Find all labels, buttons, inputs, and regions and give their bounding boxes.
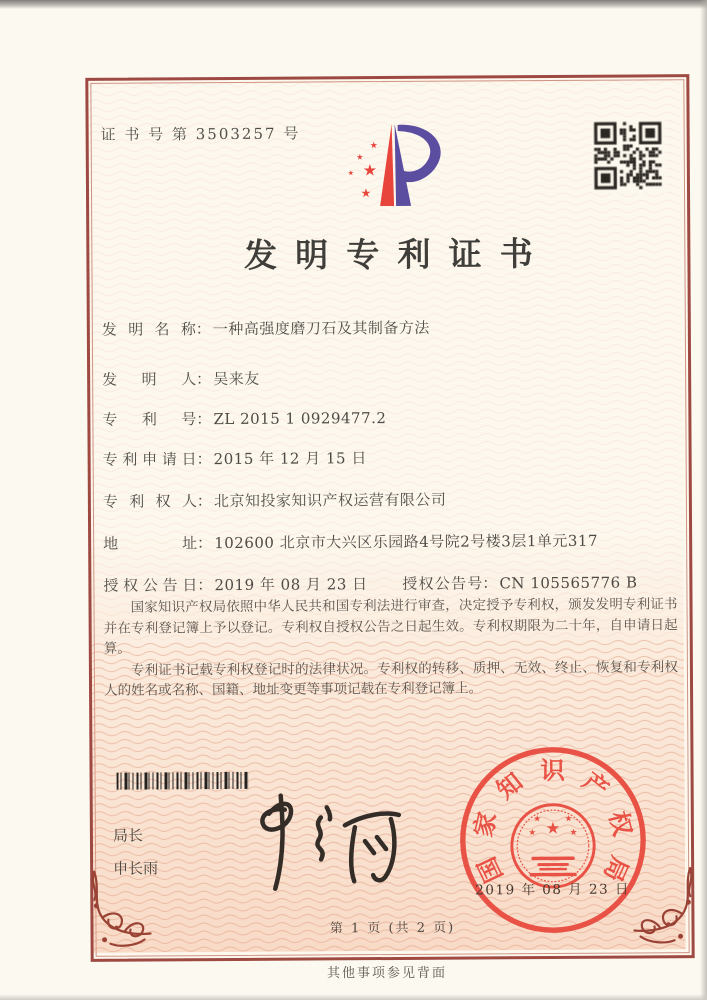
svg-text:家: 家 — [468, 809, 503, 840]
field-value: 102600 北京市大兴区乐园路4号院2号楼3层1单元317 — [214, 531, 599, 553]
certificate-number: 证 书 号 第 3503257 号 — [100, 124, 301, 144]
field-value: 2015 年 12 月 15 日 — [213, 449, 367, 469]
svg-text:★: ★ — [347, 169, 355, 178]
svg-text:产: 产 — [577, 766, 615, 805]
svg-text:★: ★ — [528, 828, 537, 839]
field-value: 一种高强度磨刀石及其制备方法 — [212, 318, 430, 339]
field-label: 专利号 — [102, 410, 197, 429]
barcode-icon — [117, 772, 249, 790]
field-grant-announcement-number: 授权公告号： CN 105565776 B — [402, 573, 638, 593]
scan-edge — [700, 0, 707, 1000]
field-label: 专利申请日 — [102, 450, 197, 469]
page-indicator: 第 1 页 (共 2 页) — [329, 920, 456, 937]
field-row-address: 地址： 102600 北京市大兴区乐园路4号院2号楼3层1单元317 — [103, 531, 599, 553]
field-label: 发明名称 — [101, 320, 196, 339]
certificate-frame — [85, 74, 694, 962]
svg-text:识: 识 — [540, 755, 565, 786]
certificate-title: 发明专利证书 — [243, 234, 552, 275]
field-value: 2019 年 08 月 23 日 — [214, 575, 368, 595]
legal-text-block — [103, 594, 678, 702]
legal-paragraph: 国家知识产权局依照中华人民共和国专利法进行审查，决定授予专利权，颁发发明专利证书并在专利登记簿上予以登记。专利权自授权公告之日起生效。专利权期限为二十年，自申请日起算。 — [103, 596, 678, 657]
qr-code-icon — [592, 119, 666, 193]
commissioner-name: 申长雨 — [113, 859, 159, 878]
field-value: 吴来友 — [213, 369, 260, 389]
svg-text:★: ★ — [564, 814, 573, 825]
official-seal-icon — [454, 741, 651, 938]
svg-text:局: 局 — [597, 851, 635, 887]
field-label: 专利权人 — [102, 492, 197, 511]
field-row-patent-number: 专利号： ZL 2015 1 0929477.2 — [102, 409, 387, 429]
legal-paragraph: 专利证书记载专利权登记时的法律状况。专利权的转移、质押、无效、终止、恢复和专利权人的姓名或名称、国籍、地址变更等事项记载在专利登记簿上。 — [104, 658, 678, 699]
field-row-invention-name: 发明名称： 一种高强度磨刀石及其制备方法 — [101, 318, 430, 339]
field-row-filing-date: 专利申请日： 2015 年 12 月 15 日 — [102, 449, 367, 469]
svg-text:★: ★ — [356, 152, 364, 162]
svg-text:★: ★ — [533, 814, 542, 825]
svg-text:★: ★ — [369, 141, 378, 152]
field-label: 授权公告号 — [402, 574, 483, 593]
scan-edge — [0, 0, 707, 9]
svg-text:★: ★ — [569, 828, 578, 839]
scan-edge — [0, 994, 707, 1000]
field-row-inventor: 发明人： 吴来友 — [102, 369, 260, 389]
svg-text:国: 国 — [471, 852, 509, 888]
svg-text:★: ★ — [362, 160, 378, 180]
field-label: 发明人 — [102, 370, 197, 389]
field-label: 授权公告日 — [103, 576, 198, 595]
field-value: ZL 2015 1 0929477.2 — [213, 409, 387, 429]
svg-text:权: 权 — [603, 808, 638, 839]
field-value: CN 105565776 B — [499, 573, 638, 593]
field-row-patentee: 专利权人： 北京知投家知识产权运营有限公司 — [102, 490, 447, 511]
field-row-grant-date: 授权公告日： 2019 年 08 月 23 日 授权公告号： CN 105565776 B — [103, 573, 638, 595]
svg-text:★: ★ — [360, 186, 372, 201]
field-value: 北京知投家知识产权运营有限公司 — [213, 490, 447, 511]
svg-text:★: ★ — [545, 818, 561, 838]
commissioner-title: 局长 — [112, 826, 144, 845]
svg-text:知: 知 — [490, 766, 529, 805]
back-note: 其他事项参见背面 — [326, 966, 447, 981]
signature-icon — [233, 791, 409, 892]
seal-date: 2019 年 08 月 23 日 — [475, 881, 630, 899]
cnipa-logo-icon — [335, 109, 486, 228]
corner-flourish-icon — [84, 869, 157, 955]
field-label: 地址 — [103, 534, 198, 553]
